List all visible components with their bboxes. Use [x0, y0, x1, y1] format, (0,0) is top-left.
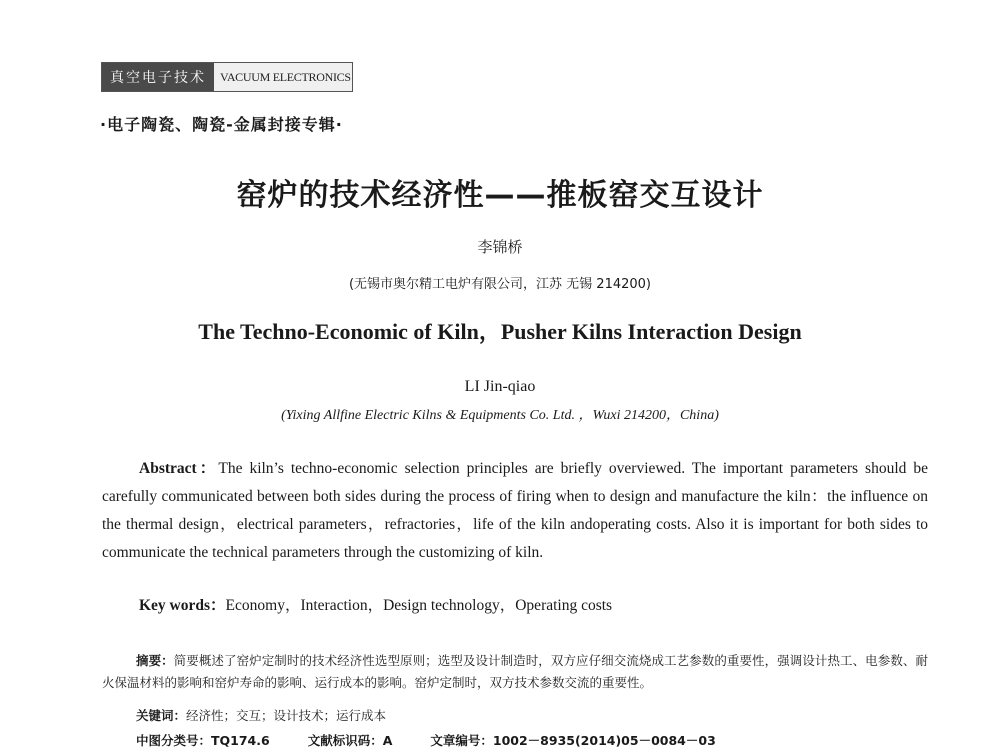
keywords-en — [139, 593, 612, 615]
keywords-cn — [136, 706, 386, 724]
title-cn: 窑炉的技术经济性——推板窑交互设计 — [236, 178, 764, 213]
classification-row — [136, 731, 716, 749]
abstract-en-label: Abstract： — [139, 460, 219, 477]
affiliation-en: (Yixing Allfine Electric Kilns & Equipments Co. Ltd. ，Wuxi 214200，China) — [281, 408, 719, 423]
affiliation-cn: (无锡市奥尔精工电炉有限公司，江苏 无锡 214200) — [348, 277, 652, 292]
title-en: The Techno-Economic of Kiln，Pusher Kilns Interaction Design — [198, 319, 802, 344]
abstract-cn-label: 摘要： — [136, 653, 174, 668]
column-heading: ·电子陶瓷、陶瓷-金属封接专辑· — [100, 115, 343, 134]
clc-number: 中图分类号：TQ174.6 — [136, 733, 270, 748]
journal-name-cn: 真空电子技术 — [102, 63, 214, 91]
author-cn: 李锦桥 — [477, 238, 523, 256]
abstract-en — [102, 455, 928, 567]
keywords-en-text: Economy，Interaction，Design technology，Operating costs — [225, 597, 613, 614]
keywords-cn-text: 经济性；交互；设计技术；运行成本 — [186, 708, 387, 723]
journal-name-en: VACUUM ELECTRONICS — [220, 69, 351, 84]
keywords-en-label: Key words： — [139, 597, 226, 614]
document-code: 文献标识码：A — [307, 733, 393, 748]
abstract-en-text: The kiln’s techno-economic selection principles are briefly overviewed. The important parameters should be carefully communicated between both sides during the process of firing when to design and manufacture the kiln：the influence on the thermal design，electrical parameters，refractories，life of the kiln andoperating costs. Also it is important for both sides to communicate the technical parameters through the customizing of kiln. — [102, 460, 928, 561]
journal-banner — [101, 62, 353, 92]
keywords-cn-label: 关键词： — [136, 708, 187, 723]
abstract-cn-text: 简要概述了窑炉定制时的技术经济性选型原则；选型及设计制造时，双方应仔细交流烧成工艺参数的重要性，强调设计热工、电参数、耐火保温材料的影响和窑炉寿命的影响、运行成本的影响。窑炉定制时，双方技术参数交流的重要性。 — [102, 653, 928, 690]
author-en: LI Jin-qiao — [464, 378, 536, 395]
abstract-cn — [102, 650, 928, 694]
article-id: 文章编号：1002－8935(2014)05－0084－03 — [430, 733, 716, 748]
